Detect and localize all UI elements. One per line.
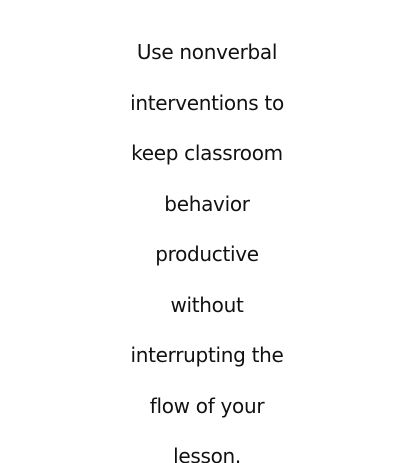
slide-text-line: productive <box>155 242 259 266</box>
slide-text-line: behavior <box>164 191 250 216</box>
slide-text-line: flow of your <box>149 393 265 418</box>
slide-text-line: keep classroom <box>131 141 283 165</box>
slide-text <box>0 27 414 463</box>
slide-text-line: Use nonverbal <box>136 40 278 64</box>
slide-text-line: lesson. <box>173 444 241 463</box>
slide-text-line: without <box>170 292 244 317</box>
slide-text-line: interrupting the <box>130 343 284 367</box>
slide-text-line: interventions to <box>130 90 284 115</box>
